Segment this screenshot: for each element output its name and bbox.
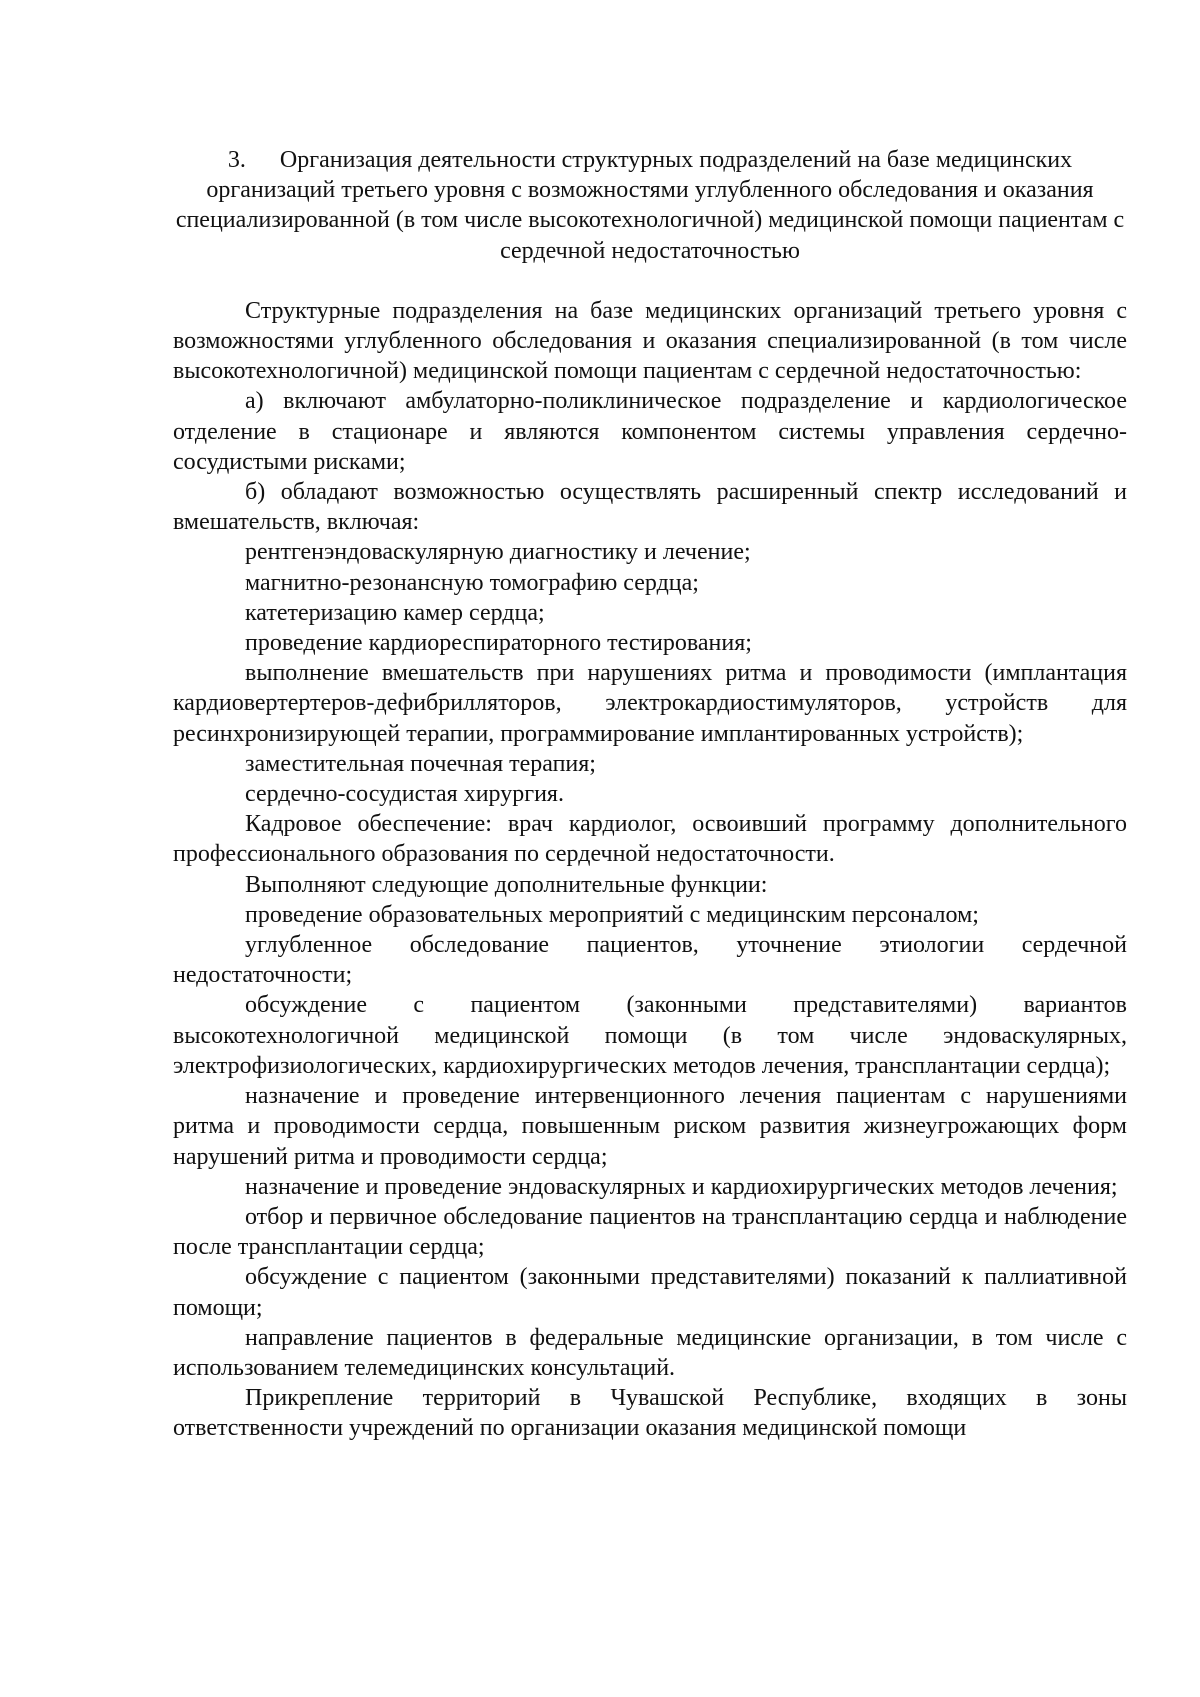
paragraph-territories: Прикрепление территорий в Чувашской Республике, входящих в зоны ответственности учреждений по организации оказания медицинской помощи bbox=[173, 1385, 1127, 1442]
list-item: выполнение вмешательств при нарушениях ритма и проводимости (имплантация кардиовертертеров-дефибрилляторов, электрокардиостимуляторов, устройств для ресинхронизирующей терапии, программирование имплантированных устройств); bbox=[173, 660, 1127, 747]
function-item: обсуждение с пациентом (законными представителями) вариантов высокотехнологичной медицинской помощи (в том числе эндоваскулярных, электрофизиологических, кардиохирургических методов лечения, трансплантации сердца); bbox=[173, 992, 1127, 1079]
list-item: проведение кардиореспираторного тестирования; bbox=[245, 630, 752, 657]
list-item: катетеризацию камер сердца; bbox=[245, 599, 545, 626]
paragraph-functions-intro: Выполняют следующие дополнительные функции: bbox=[245, 871, 768, 898]
paragraph-staffing: Кадровое обеспечение: врач кардиолог, освоивший программу дополнительного профессионального образования по сердечной недостаточности. bbox=[173, 811, 1127, 868]
list-item: сердечно-сосудистая хирургия. bbox=[245, 781, 564, 808]
list-item: рентгенэндоваскулярную диагностику и лечение; bbox=[245, 539, 751, 566]
paragraph-intro: Структурные подразделения на базе медицинских организаций третьего уровня с возможностями углубленного обследования и оказания специализированной (в том числе высокотехнологичной) медицинской помощи пациентам с сердечной недостаточностью: bbox=[173, 297, 1127, 385]
section-number: 3. bbox=[227, 147, 246, 173]
function-item: углубленное обследование пациентов, уточнение этиологии сердечной недостаточности; bbox=[173, 932, 1127, 989]
function-item: назначение и проведение эндоваскулярных и кардиохирургических методов лечения; bbox=[245, 1173, 1118, 1200]
function-item: назначение и проведение интервенционного лечения пациентам с нарушениями ритма и проводимости сердца, повышенным риском развития жизнеугрожающих форм нарушений ритма и проводимости сердца; bbox=[173, 1083, 1127, 1170]
section-title: Организация деятельности структурных подразделений на базе медицинских организаций третьего уровня с возможностями углубленного обследования и оказания специализированной (в том числе высокотехнологичной) медицинской помощи пациентам с сердечной недостаточностью bbox=[175, 147, 1125, 264]
function-item: проведение образовательных мероприятий с медицинским персоналом; bbox=[245, 901, 979, 928]
function-item: отбор и первичное обследование пациентов на трансплантацию сердца и наблюдение после трансплантации сердца; bbox=[173, 1203, 1127, 1261]
section-heading bbox=[173, 145, 1127, 266]
paragraph-item-a: а) включают амбулаторно-поликлиническое подразделение и кардиологическое отделение в стационаре и являются компонентом системы управления сердечно-сосудистыми рисками; bbox=[173, 388, 1127, 475]
function-item: направление пациентов в федеральные медицинские организации, в том числе с использованием телемедицинских консультаций. bbox=[173, 1324, 1127, 1381]
document-body bbox=[173, 296, 1127, 1443]
heading-spacer bbox=[173, 266, 1127, 296]
list-item: заместительная почечная терапия; bbox=[245, 750, 596, 777]
list-item: магнитно-резонансную томографию сердца; bbox=[245, 569, 699, 596]
function-item: обсуждение с пациентом (законными представителями) показаний к паллиативной помощи; bbox=[173, 1264, 1127, 1321]
paragraph-item-b: б) обладают возможностью осуществлять расширенный спектр исследований и вмешательств, включая: bbox=[173, 479, 1127, 536]
